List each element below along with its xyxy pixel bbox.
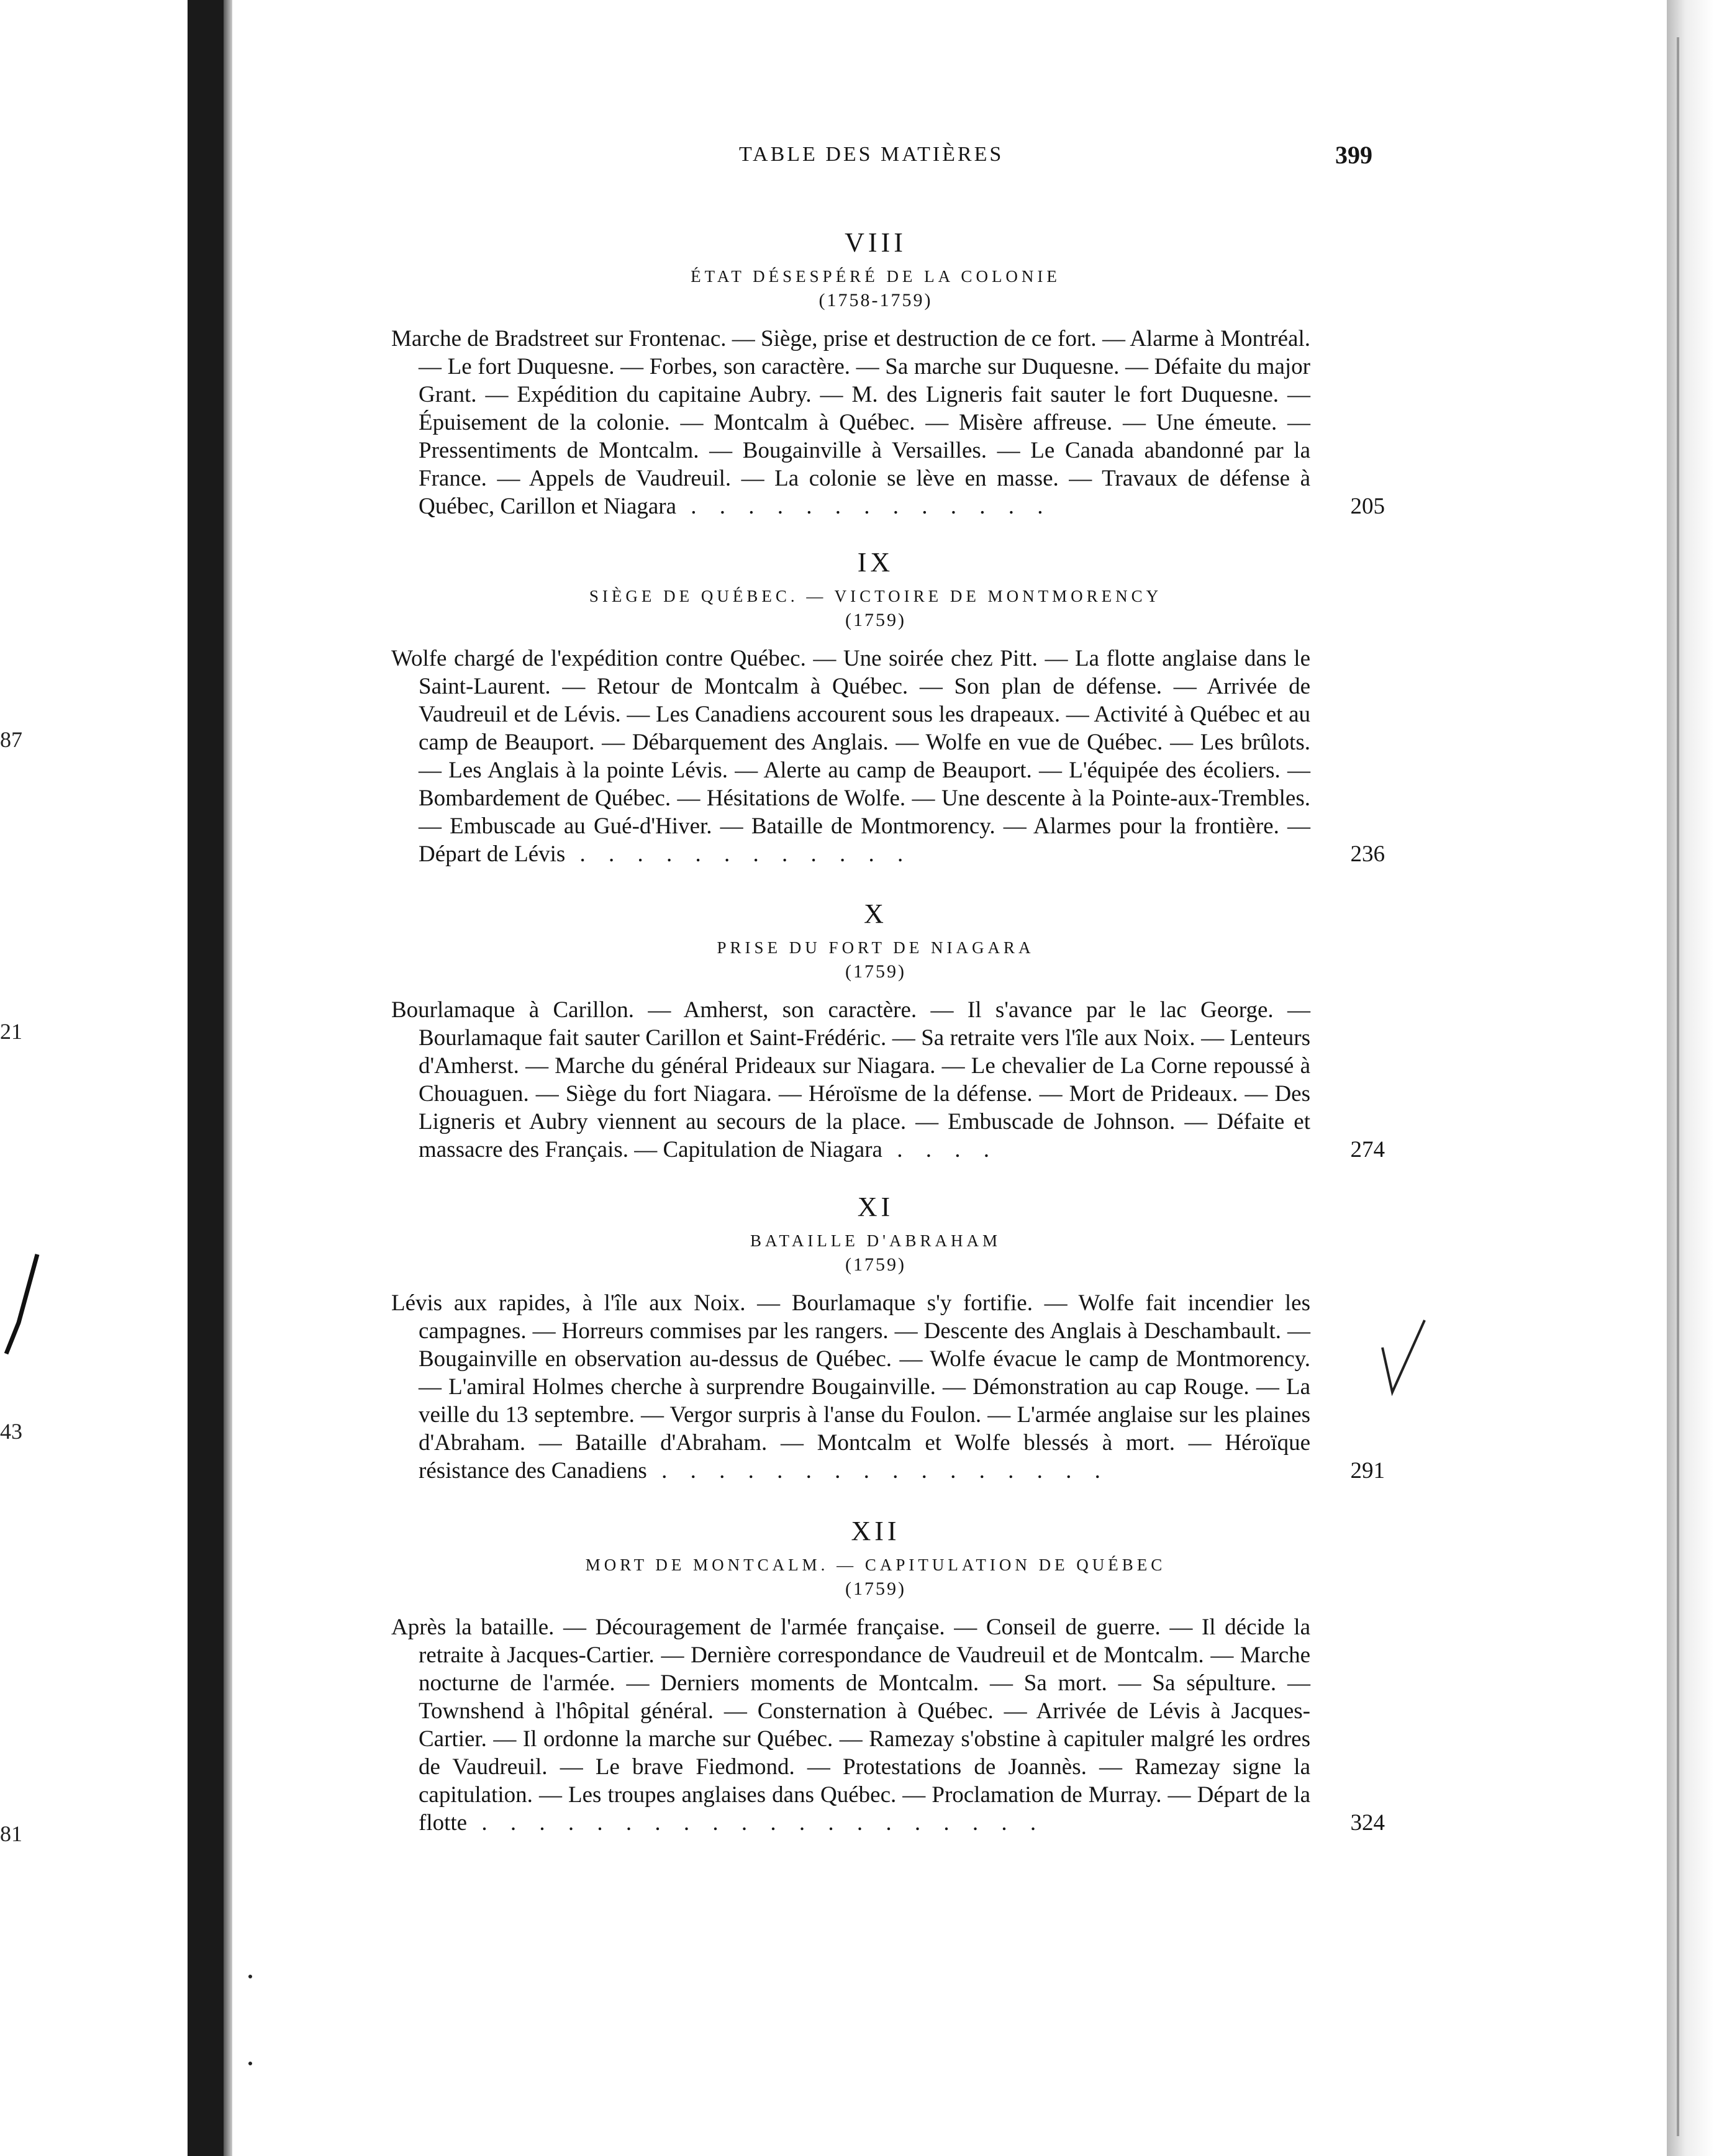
page-edge-shadow <box>1667 0 1714 2156</box>
leader-dots: . . . . . . . . . . . . . <box>676 494 1052 519</box>
chapter-title: BATAILLE D'ABRAHAM <box>750 1231 1001 1250</box>
chapter-page-ref: 324 <box>1350 1810 1385 1836</box>
chapter-number: IX <box>857 547 894 578</box>
speck <box>248 2062 252 2065</box>
chapter-page-ref: 236 <box>1350 841 1385 867</box>
chapter-number: XI <box>857 1192 894 1222</box>
chapter-summary <box>391 996 1385 1164</box>
page-number: 399 <box>1335 141 1372 169</box>
chapter-number: VIII <box>845 227 907 258</box>
chapter-title: ÉTAT DÉSESPÉRÉ DE LA COLONIE <box>691 267 1061 286</box>
page-edge-line <box>1677 37 1679 2136</box>
summary-text: Marche de Bradstreet sur Frontenac. — Siège, prise et destruction de ce fort. — Alarme à Montréal. — Le fort Duquesne. — Forbes, son caractère. — Sa marche sur Duquesne. — Défaite du major Grant. — Expédition du capitaine Aubry. — M. des Ligneris fait sauter le fort Duquesne. — Épuisement de la colonie. — Montcalm à Québec. — Misère affreuse. — Une émeute. — Pressentiments de Montcalm. — Bougainville à Versailles. — Le Canada abandonné par la France. — Appels de Vaudreuil. — La colonie se lève en masse. — Travaux de défense à Québec, Carillon et Niagara <box>391 326 1310 519</box>
leader-dots: . . . . . . . . . . . . . . . . . . . . <box>467 1810 1045 1836</box>
chapter-number: X <box>864 899 887 929</box>
speck <box>248 1975 252 1978</box>
binding-edge <box>224 0 232 2156</box>
pen-mark-icon <box>0 1248 43 1360</box>
running-head: TABLE DES MATIÈRES <box>739 143 1004 166</box>
previous-page-number: 81 <box>0 1821 22 1846</box>
chapter-page-ref: 205 <box>1350 494 1385 519</box>
previous-page-number: 87 <box>0 727 22 752</box>
chapter-summary <box>391 1289 1385 1485</box>
toc-entry <box>391 898 1385 1164</box>
chapter-page-ref: 291 <box>1350 1458 1385 1483</box>
summary-text: Wolfe chargé de l'expédition contre Québec. — Une soirée chez Pitt. — La flotte anglaise dans le Saint-Laurent. — Retour de Montcalm à Québec. — Son plan de défense. — Arrivée de Vaudreuil et de Lévis. — Les Canadiens accourent sous les drapeaux. — Activité à Québec et au camp de Beauport. — Débarquement des Anglais. — Wolfe en vue de Québec. — Les brûlots. — Les Anglais à la pointe Lévis. — Alerte au camp de Beauport. — L'équipée des écoliers. — Bombardement de Québec. — Hésitations de Wolfe. — Une descente à la Pointe-aux-Trembles. — Embuscade au Gué-d'Hiver. — Bataille de Montmorency. — Alarmes pour la frontière. — Départ de Lévis <box>391 646 1310 867</box>
handwritten-check-mark-icon <box>1379 1316 1428 1403</box>
leader-dots: . . . . . . . . . . . . <box>565 841 912 867</box>
previous-page-number: 43 <box>0 1419 22 1444</box>
summary-text: Bourlamaque à Carillon. — Amherst, son caractère. — Il s'avance par le lac George. — Bourlamaque fait sauter Carillon et Saint-Frédéric. — Sa retraite vers l'île aux Noix. — Lenteurs d'Amherst. — Marche du général Prideaux sur Niagara. — Le chevalier de La Corne repoussé à Chouaguen. — Siège du fort Niagara. — Héroïsme de la défense. — Mort de Prideaux. — Des Ligneris et Aubry viennent au secours de la place. — Embuscade de Johnson. — Défaite et massacre des Français. — Capitulation de Niagara <box>391 997 1310 1162</box>
toc-entry <box>391 227 1385 520</box>
summary-text: Lévis aux rapides, à l'île aux Noix. — Bourlamaque s'y fortifie. — Wolfe fait incendier les campagnes. — Horreurs commises par les rangers. — Descente des Anglais à Deschambault. — Bougainville en observation au-dessus de Québec. — Wolfe évacue le camp de Montmorency. — L'amiral Holmes cherche à surprendre Bougainville. — Démonstration au cap Rouge. — La veille du 13 septembre. — Vergor surpris à l'anse du Foulon. — L'armée anglaise sur les plaines d'Abraham. — Bataille d'Abraham. — Montcalm et Wolfe blessés à mort. — Héroïque résistance des Canadiens <box>391 1290 1310 1483</box>
previous-page-number: 21 <box>0 1019 22 1044</box>
chapter-years: (1758-1759) <box>818 290 933 310</box>
leader-dots: . . . . <box>882 1137 998 1162</box>
chapter-summary <box>391 325 1385 520</box>
chapter-summary <box>391 645 1385 868</box>
chapter-years: (1759) <box>845 1578 906 1599</box>
chapter-title: MORT DE MONTCALM. — CAPITULATION DE QUÉBEC <box>585 1556 1166 1574</box>
summary-text: Après la bataille. — Découragement de l'armée française. — Conseil de guerre. — Il décide la retraite à Jacques-Cartier. — Dernière correspondance de Vaudreuil et de Montcalm. — Marche nocturne de l'armée. — Derniers moments de Montcalm. — Sa mort. — Sa sépulture. — Townshend à l'hôpital général. — Consternation à Québec. — Arrivée de Lévis à Jacques-Cartier. — Il ordonne la marche sur Québec. — Ramezay s'obstine à capituler malgré les ordres de Vaudreuil. — Le brave Fiedmond. — Protestations de Joannès. — Ramezay signe la capitulation. — Les troupes anglaises dans Québec. — Proclamation de Murray. — Départ de la flotte <box>391 1615 1310 1836</box>
chapter-number: XII <box>851 1516 900 1546</box>
chapter-years: (1759) <box>845 1254 906 1275</box>
toc-entry <box>391 1515 1385 1837</box>
previous-page-margin <box>0 0 186 2156</box>
chapter-title: SIÈGE DE QUÉBEC. — VICTOIRE DE MONTMORENCY <box>589 587 1163 605</box>
toc-entry <box>391 1191 1385 1485</box>
leader-dots: . . . . . . . . . . . . . . . . <box>646 1458 1109 1483</box>
chapter-years: (1759) <box>845 961 906 982</box>
chapter-years: (1759) <box>845 610 906 630</box>
toc-entry <box>391 546 1385 868</box>
chapter-summary <box>391 1613 1385 1837</box>
book-binding <box>188 0 224 2156</box>
chapter-title: PRISE DU FORT DE NIAGARA <box>717 938 1035 957</box>
chapter-page-ref: 274 <box>1350 1137 1385 1162</box>
